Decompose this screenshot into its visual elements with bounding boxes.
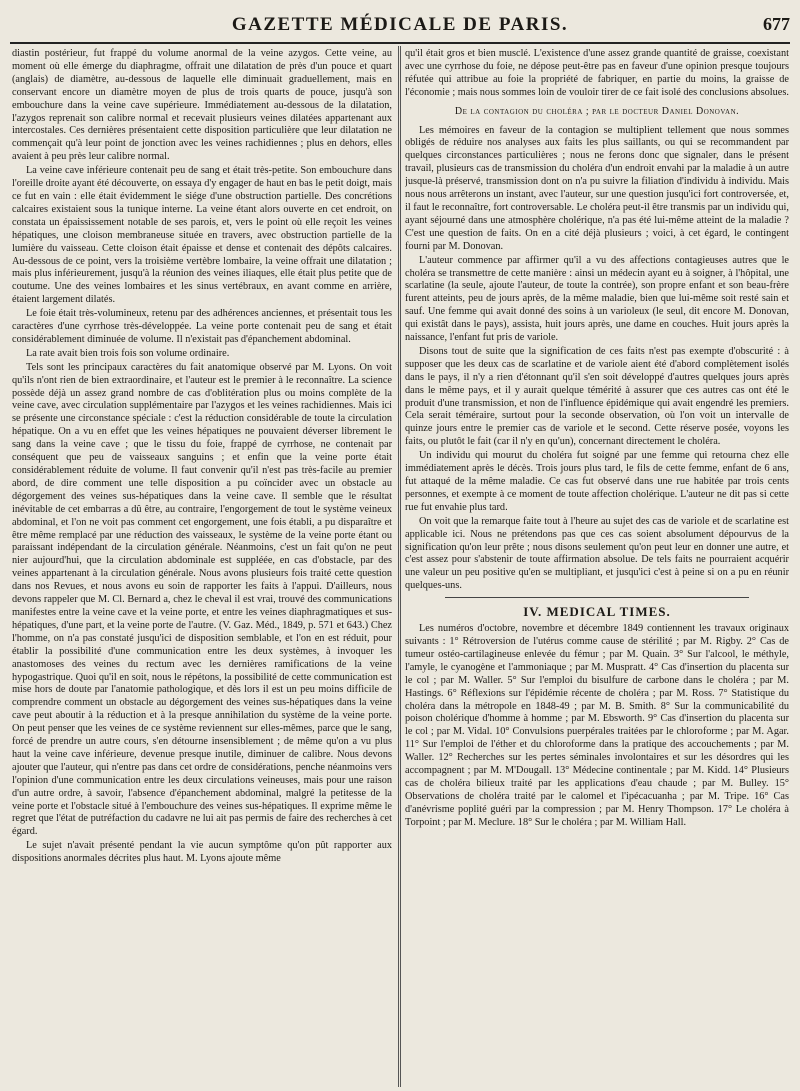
paragraph: Tels sont les principaux caractères du fait anatomique observé par M. Lyons. On voit qu'ils n'ont rien de bien extraordinaire, et l'auteur est le premier à le reconnaître. La science possède déjà un assez grand nombre de cas d'oblitération plus ou moins complète de la veine cave, avec circulation supplémentaire par l'azygos et les veines rachidiennes. Mais ici se présente une circonstance spéciale : c'est la réduction considérable de toute la circulation hépatique. On a vu en effet que les veines hépatiques ne pouvaient déverser librement le sang dans la veine cave ; que le tissu du foie, frappé de cyrrhose, ne contenait par conséquent que peu de vaisseaux sanguins ; et enfin que la veine porte était considérablement réduite de volume. Il faut convenir qu'il n'est pas très-facile au premier abord, de dire comment une telle disposition a pu coïncider avec un obstacle au dégorgement des veines sus-hépatiques dans la veine cave. Il semble que le résultat inévitable de cet embarras a dû être, au contraire, l'engorgement de tout le système veineux abdominal, et l'on ne voit pas comment cet engorgement, une fois établi, a pu disparaître et être même remplacé par une réduction des vaisseaux, le système de la veine porte étant ou paraissant indépendant de la circulation générale. Néanmoins, c'est un fait qu'on ne peut nier aujourd'hui, que la circulation abdominale est suppléée, en cas d'obstacle, par des veines appartenant à la circulation générale. Nous avons plusieurs fois traité cette question dans nos Revues, et nous avons eu soin de rapporter les faits à l'appui. D'ailleurs, nous devons rappeler que M. Cl. Bernard a, chez le cheval il est vrai, trouvé des communications manifestes entre la veine cave et la veine porte, et entre les veines diaphragmatiques et sus-hépatiques, d'une part, et la veine porte de l'autre. (V. Gaz. Méd., 1849, p. 571 et 643.) Chez l'homme, on n'a pas constaté jusqu'ici de disposition semblable, et l'on en est réduit, pour établir la possibilité d'une communication entre les deux systèmes, à invoquer les anastomoses des veines du rectum avec les dernières ramifications de la veine hypogastrique. Quoi qu'il en soit, nous le répétons, la possibilité de cette communication est mise hors de doute par l'anatomie pathologique, et dès lors il est un peu moins difficile de comprendre comment un obstacle au dégorgement des veines sus-hépatiques dans la veine cave peut aboutir à la réduction et à la presque annihilation du système de la veine porte. On peut penser que les veines de ce système reviennent sur elles-mêmes, parce que le sang, forcé de prendre un autre cours, s'en détourne insensiblement ; de même qu'on a vu plus haut la veine cave inférieure, devenue presque inutile, diminuer de calibre. Nous devons ajouter que l'auteur, qui n'entre pas dans cet ordre de considérations, penche néanmoins vers l'opinion d'une communication entre les deux circulations veineuses, mais pour une raison d'un autre ordre, à savoir, l'absence d'épanchement abdominal, malgré la petitesse de la veine porte et l'obstacle situé à l'embouchure des veines sus-hépatiques. Il exprime même le regret que l'état de putréfaction du cadavre ne lui ait pas permis de faire des recherches à cet égard. (12, 361, 392, 838)
paragraph: On voit que la remarque faite tout à l'heure au sujet des cas de variole et de scarlatine est applicable ici. Nous ne prétendons pas que ces cas soient absolument dépourvus de la signification qu'on leur prête ; nous disons seulement qu'on peut leur en donner une autre, et c'est assez pour s'abstenir de toute affirmation absolue. De tels faits ne pourraient acquérir une valeur un peu positive qu'en se multipliant, et jusqu'ici c'est à peine si on a pu en réunir quelques-uns. (405, 515, 789, 592)
section-heading: IV. MEDICAL TIMES. (523, 604, 671, 620)
paragraph: diastin postérieur, fut frappé du volume anormal de la veine azygos. Cette veine, au moment où elle émerge du diaphragme, offrait une dilatation de près d'un pouce et quart (anglais) de diamètre, au-dessous de laquelle elle diminuait graduellement, mais en conservant encore un diamètre moyen de plus de trois quarts de pouce, jusqu'à son embouchure dans la veine cave supérieure. Immédiatement au-dessous de la dilatation, l'azygos reprenait son calibre normal et recevait plusieurs veines dilatées appartenant aux intercostales. Ces dernières présentaient cette disposition particulière que leur dilatation ne commençait qu'à leur point de jonction avec les veines rachidiennes ; plus en dehors, elles avaient à peu près leur calibre normal. (12, 48, 392, 163)
paragraph: Les numéros d'octobre, novembre et décembre 1849 contiennent les travaux originaux suivants : 1° Rétroversion de l'utérus comme cause de stérilité ; par M. Rigby. 2° Cas de tumeur ostéo-cartilagineuse enlevée du fémur ; par M. Quain. 3° Sur l'alcool, le méthyle, l'amyle, le cyanogène et l'ammoniaque ; par M. Muspratt. 4° Cas d'insertion du placenta sur le col ; par M. Waller. 5° Sur l'emploi du bisulfure de carbone dans le choléra ; par M. Hastings. 6° Réflexions sur l'épidémie récente de choléra ; par M. Ross. 7° Statistique du choléra dans la métropole en 1848-49 ; par M. B. Smith. 8° Sur la communicabilité du poison cholérique d'homme à homme ; par M. Ebsworth. 9° Cas d'insertion du placenta sur le col ; par M. Vidal. 10° Convulsions puerpérales traitées par le chloroforme ; par M. Agar. 11° Sur l'emploi de l'éther et du chloroforme dans la pratique des accouchements ; par M. Waller. 12° Recherches sur les pertes séminales involontaires et sur les désordres qui les accompagnent ; par M. M'Dougall. 13° Médecine continentale ; par M. Kidd. 14° Plusieurs cas de choléra bilieux traité par les applications d'eau chaude ; par M. Bulley. 15° Observations de choléra traité par le calomel et l'ipécacuanha ; par M. Tripe. 16° Cas d'anévrisme poplité guéri par la compression ; par M. Henry Thompson. 17° Le choléra à Torpoint ; par M. Meclure. 18° Sur le choléra ; par M. William Hall. (405, 623, 789, 828)
paragraph: L'auteur commence par affirmer qu'il a vu des affections contagieuses autres que le choléra se transmettre de cette manière : ainsi un médecin ayant eu à soigner, à l'hôpital, une scarlatine (la seule, ajoute l'auteur, de toute la contrée), son propre enfant et son beau-frère furent atteints, peu de jours après, de la même maladie, bien que lui-même soit resté sain et sauf. Une femme qui avait donné des soins à un varioleux (le seul, dit encore M. Donovan, qui existât dans le pays), assista, huit jours après, une dame en couches. Huit jours après la naissance, l'enfant fut pris de variole. (405, 254, 789, 344)
journal-title: GAZETTE MÉDICALE DE PARIS. (231, 14, 569, 35)
paragraph: Un individu qui mourut du choléra fut soigné par une femme qui retourna chez elle immédiatement après le décès. Trois jours plus tard, le fils de cette femme, enfant de 6 ans, fut attaqué de la même maladie. Ce cas fut observé dans une rue habitée par trois cents personnes, et exempte à ce moment de toute affection cholérique. L'auteur ne dit pas si cette rue fut envahie plus tard. (405, 450, 789, 513)
left-column (12, 48, 392, 1085)
column-divider (398, 46, 399, 1087)
article-subheading: De la contagion du choléra ; par le docteur Daniel Donovan. (454, 105, 740, 117)
column-divider (400, 46, 401, 1087)
paragraph: qu'il était gros et bien musclé. L'existence d'une assez grande quantité de graisse, coexistant avec une cyrrhose du foie, ne dépose peut-être pas en faveur d'une opinion presque toujours réfutée qui attribue au foie la propriété de fabriquer, en partie du moins, la graisse de l'économie ; mais nous sommes loin de vouloir tirer de ce fait isolé des conclusions absolues. (405, 48, 789, 98)
page-number: 677 (763, 14, 790, 34)
paragraph: Le foie était très-volumineux, retenu par des adhérences anciennes, et présentait tous les caractères d'une cyrrhose très-développée. La veine porte contenait peu de sang et était considérablement diminuée de volume. Il n'existait pas d'épanchement abdominal. (12, 308, 392, 345)
paragraph: Les mémoires en faveur de la contagion se multiplient tellement que nous sommes obligés de réduire nos analyses aux faits les plus saillants, ou qui se recommandent par quelques circonstances particulières ; nous ne ferons donc que signaler, dans le présent travail, plusieurs cas de transmission du choléra d'un endroit envahi par la maladie à un autre jusque-là préservé, transmission dont on n'a pu suivre la filiation d'individu à individu. Mais nous nous arrêterons un instant, avec l'auteur, sur une question jusqu'ici fort controversée, et, il faut le reconnaître, fort controversable. Le choléra peut-il être transmis par un individu qui, ayant séjourné dans une atmosphère cholérique, n'a pas été lui-même atteint de la maladie ? C'est une question de faits. On en a cité déjà plusieurs ; voici, à cet égard, le contingent fourni par M. Donovan. (405, 124, 789, 252)
paragraph: La rate avait bien trois fois son volume ordinaire. (26, 347, 230, 359)
paragraph: La veine cave inférieure contenait peu de sang et était très-petite. Son embouchure dans l'oreille droite ayant été découverte, on essaya d'y engager de haut en bas le petit doigt, mais ce fut en vain : elle était évidemment le siége d'une obstruction partielle. Des concrétions calcaires existaient sous la tunique interne. La veine étant alors ouverte en cet endroit, on constata un épaississement notable de ses parois, et, vers le point où elle reçoit les veines hépatiques, une cloison membraneuse située en travers, avec obstruction partielle de la lumière du vaisseau. Cette cloison était épaisse et dense et contenait des dépôts calcaires. Au-dessous de ce point, vers la troisième vertèbre lombaire, la veine offrait une dilatation ; mais plus inférieurement, jusqu'à la réunion des veines iliaques, elle était plus petite que de coutume. Une des veines lombaires et les sinus vertébraux, en avant comme en arrière, étaient largement dilatés. (12, 165, 392, 306)
right-column (405, 48, 789, 1085)
section-rule (445, 597, 749, 598)
paragraph: Le sujet n'avait présenté pendant la vie aucun symptôme qu'on pût rapporter aux dispositions anormales décrites plus haut. M. Lyons ajoute même (12, 840, 392, 865)
paragraph: Disons tout de suite que la signification de ces faits n'est pas exempte d'obscurité : à supposer que les deux cas de scarlatine et de variole aient été d'abord complètement isolés dans le pays, il n'y a rien d'étonnant qu'il s'en soit développé d'autres quelques jours après dans le même pays, et il y aurait quelque témérité à assurer que ces autres cas ont été le produit d'une transmission, et non de l'influence épidémique qui avait engendré les premiers. Cela serait téméraire, surtout pour la seconde observation, où l'on voit un intervalle de quinze jours entre le premier cas de variole et le second. Cette réserve posée, voyons les faits, ou plutôt le fait (car il n'y en qu'un), concernant directement le choléra. (405, 345, 789, 448)
page-header (10, 10, 790, 44)
